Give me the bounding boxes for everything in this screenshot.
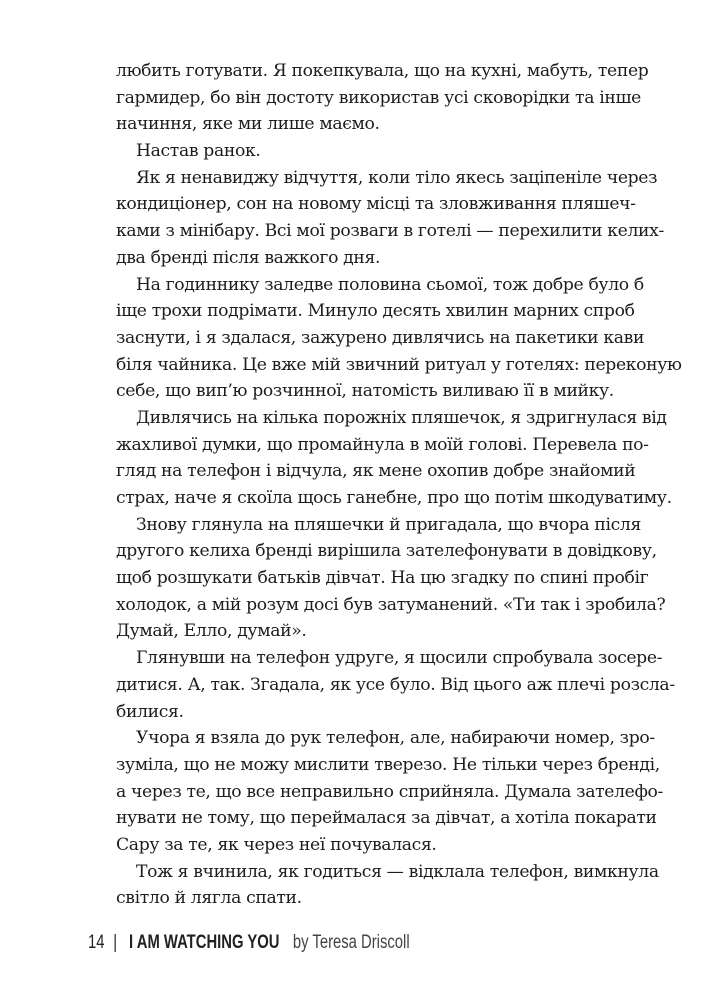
text-line: себе, що вип’ю розчинної, натомість виливаю її в мийку. <box>116 381 614 402</box>
text-line: другого келиха бренді вирішила зателефонувати в довідкову, <box>116 541 657 562</box>
text-line: гляд на телефон і відчула, як мене охопив добре знайомий <box>116 461 636 482</box>
text-line: гармидер, бо він достоту використав усі сковорідки та інше <box>116 87 641 108</box>
text-line: кондиціонер, сон на новому місці та зловживання пляшеч- <box>116 194 636 215</box>
page-footer <box>88 930 410 956</box>
text-line: начиння, яке ми лише маємо. <box>116 114 380 135</box>
text-line: заснути, і я здалася, зажурено дивлячись на пакетики кави <box>116 327 645 348</box>
text-line: щоб розшукати батьків дівчат. На цю згадку по спині пробіг <box>116 568 649 589</box>
text-line: любить готувати. Я покепкувала, що на кухні, мабуть, тепер <box>116 61 649 81</box>
text-line: нувати не тому, що переймалася за дівчат, а хотіла покарати <box>116 808 657 829</box>
text-line: жахливої думки, що промайнула в моїй голові. Перевела по- <box>116 434 649 455</box>
text-line: билися. <box>116 701 184 722</box>
text-line: Знову глянула на пляшечки й пригадала, що вчора після <box>136 514 641 535</box>
book-author: by Teresa Driscoll <box>292 932 410 953</box>
text-line: ками з мінібару. Всі мої розваги в готелі — перехилити келих- <box>116 221 664 242</box>
text-line: Думай, Елло, думай». <box>116 621 307 642</box>
text-line: дитися. А, так. Згадала, як усе було. Від цього аж плечі розсла- <box>116 674 675 695</box>
text-line: Сару за те, як через неї почувалася. <box>116 834 437 855</box>
text-line: Учора я взяла до рук телефон, але, набираючи номер, зро- <box>136 728 655 749</box>
text-line: біля чайника. Це вже мій звичний ритуал у готелях: переконую <box>116 354 682 375</box>
text-line: страх, наче я скоїла щось ганебне, про що потім шкодуватиму. <box>116 488 672 508</box>
text-line: іще трохи подрімати. Минуло десять хвилин марних спроб <box>116 301 635 322</box>
text-line: два бренді після важкого дня. <box>116 247 381 268</box>
text-line: світло й лягла спати. <box>116 888 302 909</box>
text-line: зуміла, що не можу мислити тверезо. Не тільки через бренді, <box>116 754 660 775</box>
text-line: холодок, а мій розум досі був затуманений. «Ти так і зробила? <box>116 594 666 615</box>
text-line: а через те, що все неправильно сприйняла. Думала зателефо- <box>116 781 664 802</box>
text-line: На годиннику заледве половина сьомої, тож добре було б <box>136 274 644 295</box>
text-line: Як я ненавиджу відчуття, коли тіло якесь заціпеніле через <box>136 167 658 188</box>
text-line: Тож я вчинила, як годиться — відклала телефон, вимкнула <box>136 861 659 882</box>
text-line: Глянувши на телефон удруге, я щосили спробувала зосере- <box>136 648 663 669</box>
page-number: 14 <box>88 932 105 953</box>
text-line: Настав ранок. <box>136 141 261 162</box>
book-page-body <box>116 58 682 912</box>
book-title: I AM WATCHING YOU <box>129 932 280 953</box>
text-line: Дивлячись на кілька порожніх пляшечок, я здригнулася від <box>136 407 667 428</box>
footer-separator: | <box>113 932 118 953</box>
